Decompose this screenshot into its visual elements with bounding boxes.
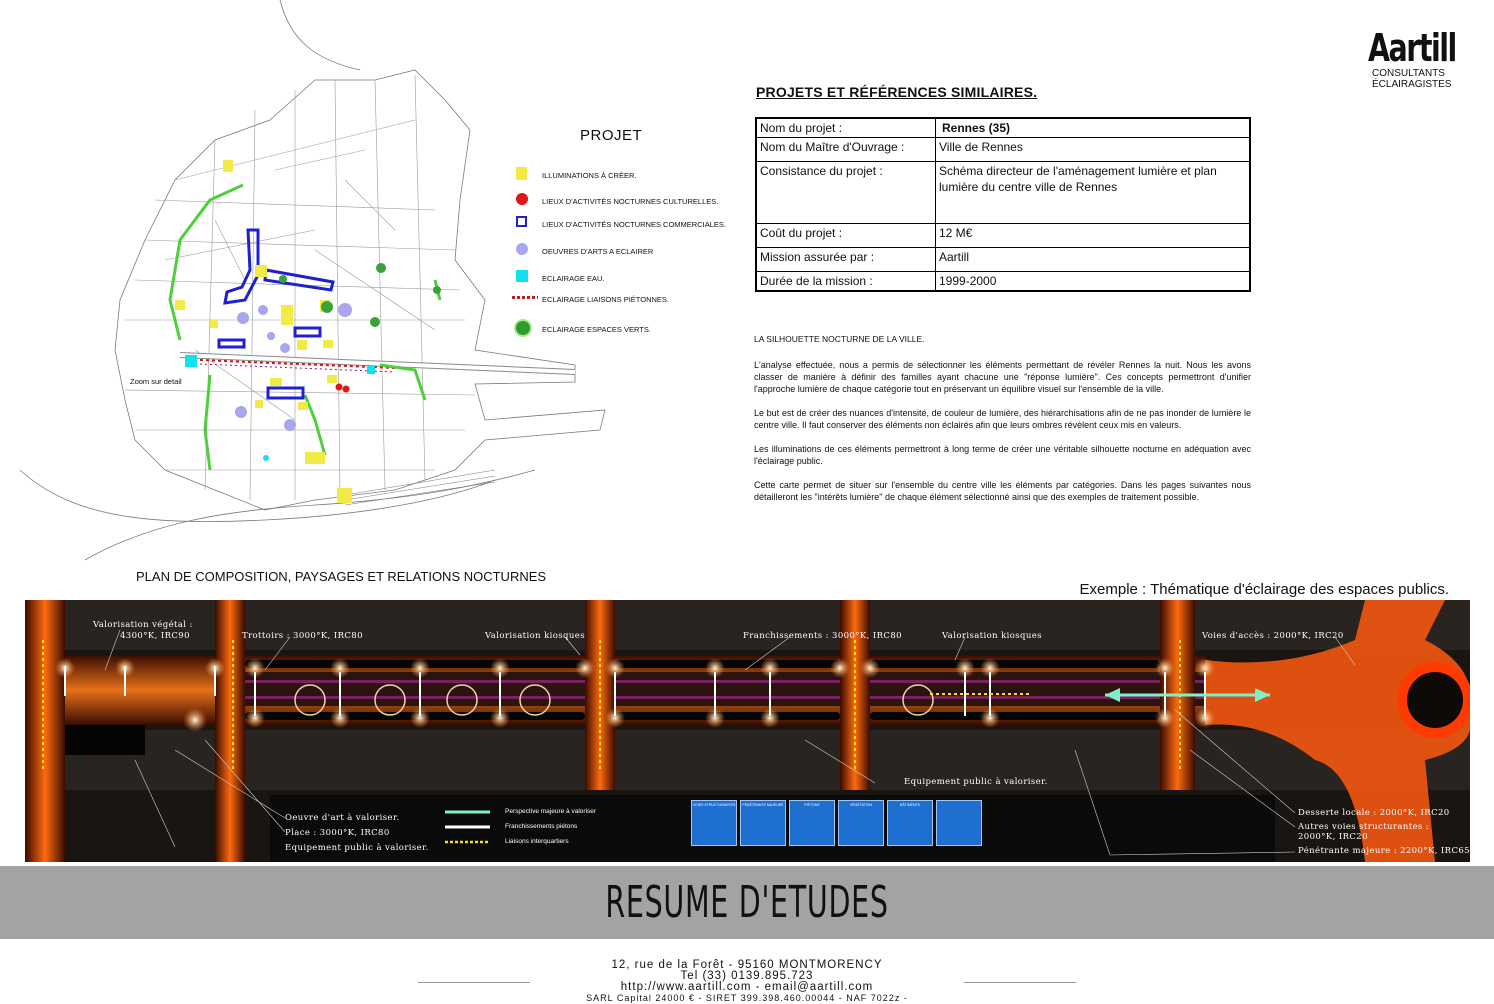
- row-value: Schéma directeur de l'aménagement lumière et plan lumière du centre ville de Rennes: [936, 162, 1251, 224]
- banner-title: RESUME D'ETUDES: [605, 877, 889, 928]
- label-oeuvre: Oeuvre d'art à valoriser.: [285, 813, 400, 823]
- legend-label: ECLAIRAGE ESPACES VERTS.: [542, 325, 651, 334]
- legend-item: [512, 269, 742, 289]
- legend-liaisons: Liaisons interquartiers: [505, 838, 569, 845]
- label-trottoirs: Trottoirs : 3000°K, IRC80: [242, 631, 363, 641]
- row-key: Durée de la mission :: [756, 272, 936, 292]
- description-text: [754, 333, 1251, 515]
- label-place: Place : 3000°K, IRC80: [285, 828, 390, 838]
- company-logo: [1368, 28, 1485, 90]
- zoom-label: Zoom sur detail: [130, 377, 182, 386]
- title-banner: [0, 866, 1494, 939]
- footer-address: 12, rue de la Forêt - 95160 MONTMORENCY: [611, 959, 883, 971]
- table-row: [756, 224, 1250, 248]
- legend-item: [512, 242, 742, 262]
- paragraph: Cette carte permet de situer sur l'ensemble du centre ville les éléments par catégories. Dans les pages suivantes nous détailleront les "intérêts lumière" de chaque élément sélectionné ainsi que des exemples de traitement possible.: [754, 480, 1251, 502]
- legend-label: ECLAIRAGE LIAISONS PIÉTONNES.: [542, 295, 669, 304]
- row-key: Consistance du projet :: [756, 162, 936, 224]
- label-acces: Voies d'accès : 2000°K, IRC20: [1202, 631, 1344, 641]
- row-key: Mission assurée par :: [756, 248, 936, 272]
- logo-line2: ÉCLAIRAGISTES: [1372, 79, 1452, 90]
- row-key: Coût du projet :: [756, 224, 936, 248]
- label-equipement-2: Equipement public à valoriser.: [285, 843, 429, 853]
- row-value: Rennes (35): [936, 118, 1251, 138]
- card-title: BÂTIMENTS: [899, 803, 921, 807]
- legend-label: ECLAIRAGE EAU.: [542, 274, 605, 283]
- legend-item: [512, 166, 742, 186]
- row-value: 12 M€: [936, 224, 1251, 248]
- red-dot-icon: [516, 193, 528, 205]
- label-autres-temp: 2000°K, IRC20: [1298, 832, 1368, 842]
- footer-web: http://www.aartill.com - email@aartill.com: [620, 981, 874, 993]
- theme-card: [838, 800, 884, 846]
- label-equipement: Equipement public à valoriser.: [904, 777, 1048, 787]
- paragraph: L'analyse effectuée, nous a permis de sélectionner les éléments permettant de révéler Rennes la nuit. Nous les avons classer de manière à définir des familles ayant chacune une "réponse lumière". Ces concepts permettront d'unifier l'approche lumière de chaque catégorie tout en préservant un équilibre visuel sur l'ensemble de la ville.: [754, 360, 1251, 394]
- table-row: [756, 248, 1250, 272]
- table-row: [756, 118, 1250, 138]
- table-row: [756, 272, 1250, 292]
- section-title: PROJETS ET RÉFÉRENCES SIMILAIRES.: [756, 84, 1038, 100]
- label-autres: Autres voies structurantes :: [1298, 822, 1430, 832]
- card-title: PÉNÉTRANTE MAJEURE: [742, 803, 784, 807]
- tree-icon: [516, 321, 530, 335]
- cyan-square-icon: [516, 270, 528, 282]
- theme-card: [887, 800, 933, 846]
- label-franchissements: Franchissements : 3000°K, IRC80: [743, 631, 902, 641]
- label-kiosques: Valorisation kiosques: [485, 631, 585, 641]
- logo-word: Aartill: [1368, 26, 1456, 70]
- blue-outline-square-icon: [516, 216, 527, 227]
- card-title: VOIES STRUCTURANTES: [692, 803, 736, 807]
- plan-title: PLAN DE COMPOSITION, PAYSAGES ET RELATIONS NOCTURNES: [136, 569, 547, 584]
- project-info-table: [755, 117, 1251, 292]
- row-key: Nom du Maître d'Ouvrage :: [756, 138, 936, 162]
- row-value: 1999-2000: [936, 272, 1251, 292]
- legend-label: ILLUMINATIONS À CRÉER.: [542, 171, 637, 180]
- example-title: Exemple : Thématique d'éclairage des espaces publics.: [1079, 581, 1449, 598]
- table-row: [756, 138, 1250, 162]
- legend-item: [512, 192, 742, 212]
- card-title: VÉGÉTATION: [849, 803, 873, 807]
- legend-item: [512, 215, 742, 235]
- label-veg-temp: 4300°K, IRC90: [120, 631, 190, 641]
- label-kiosques-2: Valorisation kiosques: [942, 631, 1042, 641]
- legend-item: [512, 320, 742, 340]
- logo-line1: CONSULTANTS: [1372, 68, 1445, 79]
- lilac-dot-icon: [516, 243, 528, 255]
- text-subtitle: LA SILHOUETTE NOCTURNE DE LA VILLE.: [754, 334, 925, 344]
- label-desserte: Desserte locale : 2000°K, IRC20: [1298, 808, 1450, 818]
- legend-perspective: Perspective majeure à valoriser: [505, 808, 597, 815]
- paragraph: Les illuminations de ces éléments permettront à long terme de créer une véritable silhouette nocturne en adéquation avec l'éclairage public.: [754, 444, 1251, 466]
- footer: [0, 960, 1494, 1004]
- label-penetrante: Pénétrante majeure : 2200°K, IRC65: [1298, 846, 1470, 856]
- theme-card: [789, 800, 835, 846]
- paragraph: Le but est de créer des nuances d'intensité, de couleur de lumière, des hiérarchisations afin de ne pas inonder de lumière le centre ville. Il faut conserver des éléments non éclairés afin que leurs ombres révèlent ceux mis en valeurs.: [754, 408, 1251, 430]
- row-value: Ville de Rennes: [936, 138, 1251, 162]
- theme-card: [740, 800, 786, 846]
- legend-label: OEUVRES D'ARTS A ECLAIRER: [542, 247, 654, 256]
- legend-label: LIEUX D'ACTIVITÉS NOCTURNES CULTURELLES.: [542, 197, 719, 206]
- footer-tel: Tel (33) 0139.895.723: [680, 970, 814, 982]
- table-row: [756, 162, 1250, 224]
- row-value: Aartill: [936, 248, 1251, 272]
- card-title: PIÉTONS: [804, 803, 820, 807]
- legend-item: [512, 290, 742, 310]
- label-veg: Valorisation végétal :: [93, 620, 193, 630]
- yellow-square-icon: [516, 167, 527, 180]
- legend-franchissements: Franchissements piétons: [505, 823, 578, 830]
- theme-card: [691, 800, 737, 846]
- row-key: Nom du projet :: [756, 118, 936, 138]
- theme-card: [936, 800, 982, 846]
- dotted-line-icon: [512, 296, 538, 299]
- legend-label: LIEUX D'ACTIVITÉS NOCTURNES COMMERCIALES.: [542, 220, 726, 229]
- footer-legal: SARL Capital 24000 € - SIRET 399.398.460.00044 - NAF 7022z -: [586, 993, 908, 1003]
- map-title: PROJET: [580, 127, 643, 144]
